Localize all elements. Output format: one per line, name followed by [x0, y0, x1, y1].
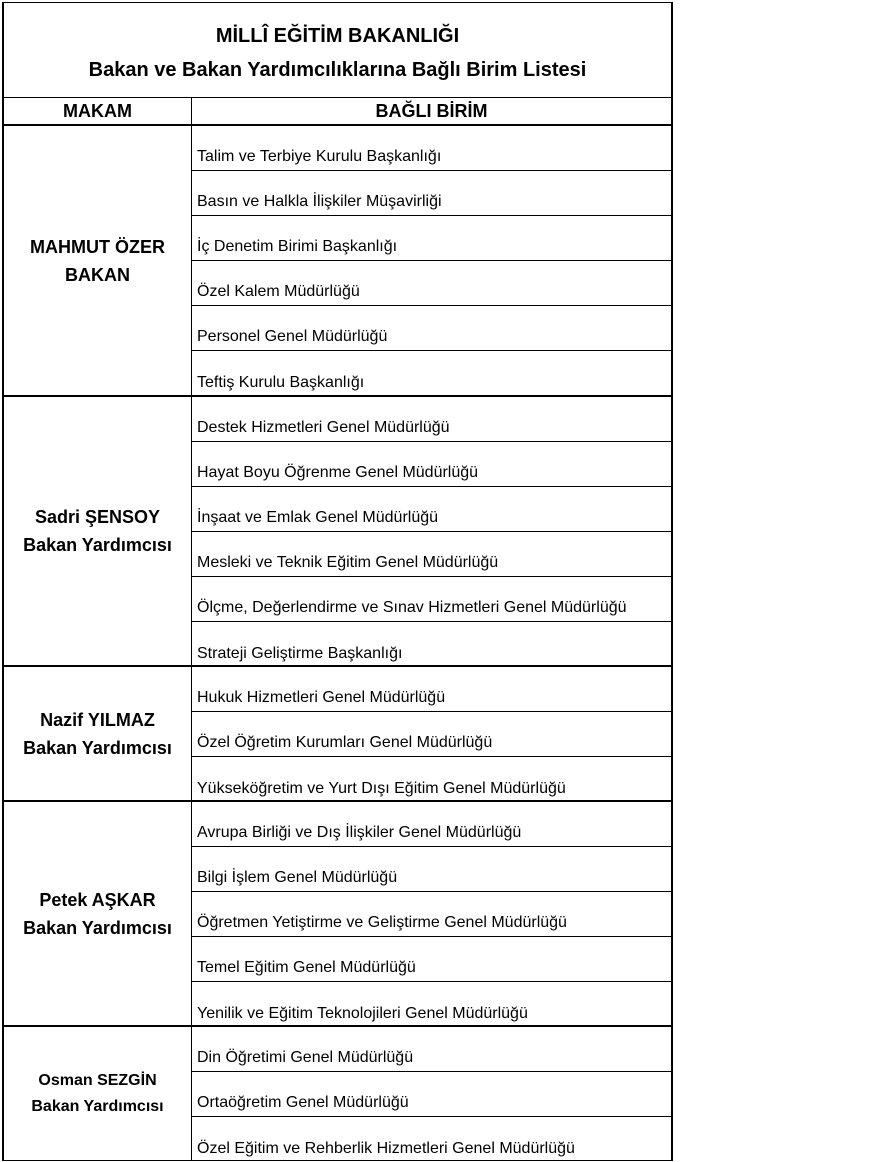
title-block [2, 2, 673, 97]
list-subtitle: Bakan ve Bakan Yardımcılıklarına Bağlı Birim Listesi [88, 59, 587, 81]
unit-name: Özel Öğretim Kurumları Genel Müdürlüğü [197, 734, 493, 751]
makam-role: Bakan Yardımcısı [23, 917, 172, 938]
makam-cell [4, 802, 192, 1025]
header-bagli-birim: BAĞLI BİRİM [375, 101, 488, 121]
unit-row [192, 532, 671, 577]
unit-name: Ölçme, Değerlendirme ve Sınav Hizmetleri Genel Müdürlüğü [197, 599, 627, 616]
unit-name: Destek Hizmetleri Genel Müdürlüğü [197, 419, 450, 436]
unit-name: Ortaöğretim Genel Müdürlüğü [197, 1094, 409, 1111]
unit-row [192, 397, 671, 442]
unit-name: Talim ve Terbiye Kurulu Başkanlığı [197, 148, 442, 165]
makam-cell [4, 397, 192, 665]
unit-row [192, 1027, 671, 1072]
unit-name: Personel Genel Müdürlüğü [197, 328, 388, 345]
unit-row [192, 847, 671, 892]
unit-name: Temel Eğitim Genel Müdürlüğü [197, 959, 416, 976]
unit-name: Din Öğretimi Genel Müdürlüğü [197, 1049, 414, 1066]
makam-group-askar [2, 802, 673, 1027]
makam-name: Osman SEZGİN [38, 1071, 157, 1089]
unit-name: Özel Eğitim ve Rehberlik Hizmetleri Genel Müdürlüğü [197, 1140, 575, 1157]
unit-row [192, 757, 671, 802]
table-header-row [2, 97, 673, 126]
makam-cell [4, 126, 192, 395]
unit-name: Hukuk Hizmetleri Genel Müdürlüğü [197, 689, 446, 706]
makam-group-sezgin [2, 1027, 673, 1161]
unit-row [192, 577, 671, 622]
unit-row [192, 667, 671, 712]
makam-name: MAHMUT ÖZER [30, 236, 165, 257]
unit-row [192, 1072, 671, 1117]
makam-cell [4, 1027, 192, 1160]
unit-row [192, 1117, 671, 1162]
unit-row [192, 937, 671, 982]
unit-name: Mesleki ve Teknik Eğitim Genel Müdürlüğü [197, 554, 499, 571]
unit-list [192, 1027, 671, 1160]
unit-row [192, 622, 671, 667]
unit-name: Hayat Boyu Öğrenme Genel Müdürlüğü [197, 464, 479, 481]
unit-name: Basın ve Halkla İlişkiler Müşavirliği [197, 193, 442, 210]
makam-name: Petek AŞKAR [39, 889, 156, 910]
unit-list [192, 126, 671, 395]
unit-list [192, 667, 671, 800]
makam-role: Bakan Yardımcısı [31, 1097, 164, 1115]
unit-row [192, 802, 671, 847]
makam-role: Bakan Yardımcısı [23, 737, 172, 758]
unit-row [192, 216, 671, 261]
makam-group-sensoy [2, 397, 673, 667]
unit-row [192, 892, 671, 937]
unit-name: Bilgi İşlem Genel Müdürlüğü [197, 869, 398, 886]
makam-name: Nazif YILMAZ [40, 709, 155, 730]
unit-name: Yükseköğretim ve Yurt Dışı Eğitim Genel Müdürlüğü [197, 780, 566, 797]
header-makam: MAKAM [4, 98, 192, 124]
unit-row [192, 261, 671, 306]
unit-list [192, 397, 671, 665]
unit-name: Özel Kalem Müdürlüğü [197, 283, 360, 300]
makam-role: Bakan Yardımcısı [23, 535, 172, 555]
unit-row [192, 306, 671, 351]
unit-row [192, 712, 671, 757]
makam-group-bakan [2, 126, 673, 397]
unit-list [192, 802, 671, 1025]
unit-name: Strateji Geliştirme Başkanlığı [197, 645, 403, 662]
unit-name: Avrupa Birliği ve Dış İlişkiler Genel Müdürlüğü [197, 824, 522, 841]
makam-cell [4, 667, 192, 800]
unit-row [192, 487, 671, 532]
unit-row [192, 126, 671, 171]
ministry-title: MİLLÎ EĞİTİM BAKANLIĞI [215, 25, 460, 47]
unit-name: Teftiş Kurulu Başkanlığı [197, 374, 365, 391]
unit-name: İç Denetim Birimi Başkanlığı [197, 238, 398, 255]
unit-name: Yenilik ve Eğitim Teknolojileri Genel Müdürlüğü [197, 1005, 528, 1022]
unit-row [192, 982, 671, 1027]
unit-name: İnşaat ve Emlak Genel Müdürlüğü [197, 509, 439, 526]
unit-row [192, 442, 671, 487]
makam-group-yilmaz [2, 667, 673, 802]
unit-row [192, 351, 671, 396]
makam-role: BAKAN [65, 264, 130, 285]
unit-name: Öğretmen Yetiştirme ve Geliştirme Genel Müdürlüğü [197, 914, 567, 931]
makam-name: Sadri ŞENSOY [34, 507, 161, 527]
unit-row [192, 171, 671, 216]
